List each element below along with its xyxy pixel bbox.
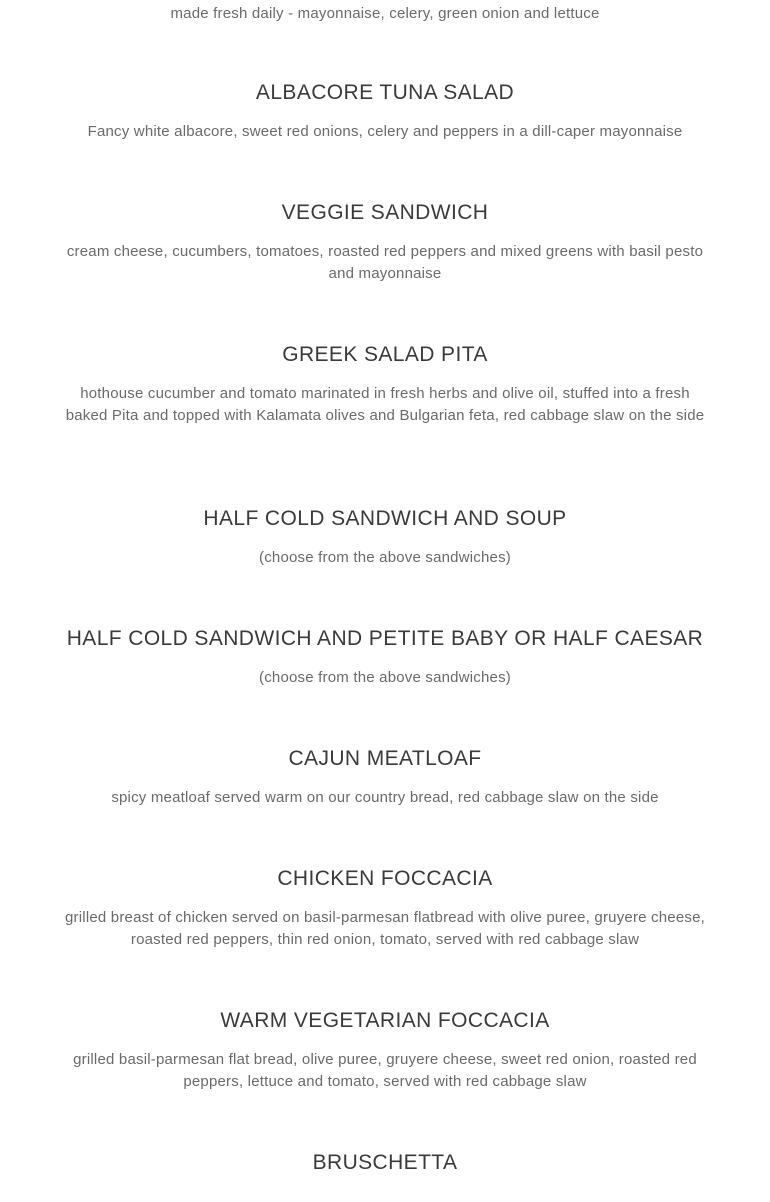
menu-item-description: Fancy white albacore, sweet red onions, celery and peppers in a dill-caper mayonnaise — [87, 123, 683, 140]
menu-item-description: grilled breast of chicken served on basil-parmesan flatbread with olive puree, gruyere cheese, roasted red peppers, thin red onion, tomato, served with red cabbage slaw — [65, 909, 705, 948]
menu-item-description: made fresh daily - mayonnaise, celery, green onion and lettuce — [170, 5, 600, 22]
menu-item-title: WARM VEGETARIAN FOCCACIA — [220, 1009, 550, 1032]
menu-item — [60, 506, 710, 569]
menu-item-description: hothouse cucumber and tomato marinated in fresh herbs and olive oil, stuffed into a fresh baked Pita and topped with Kalamata olives and Bulgarian feta, red cabbage slaw on the side — [65, 385, 705, 424]
menu-item — [60, 1008, 710, 1093]
menu-item — [60, 3, 710, 25]
menu-item-description: spicy meatloaf served warm on our country bread, red cabbage slaw on the side — [111, 789, 659, 806]
menu-item-title: CAJUN MEATLOAF — [288, 747, 482, 770]
menu-item-title: VEGGIE SANDWICH — [281, 201, 489, 224]
menu-item — [60, 342, 710, 427]
menu-item-title: ALBACORE TUNA SALAD — [255, 81, 515, 104]
menu-item — [60, 200, 710, 285]
menu-item — [60, 626, 710, 689]
menu-item-description: grilled basil-parmesan flat bread, olive puree, gruyere cheese, sweet red onion, roasted red peppers, lettuce and tomato, served with red cabbage slaw — [73, 1051, 697, 1090]
menu-item — [60, 80, 710, 143]
menu-item-title: CHICKEN FOCCACIA — [277, 867, 493, 890]
menu-item-title: HALF COLD SANDWICH AND PETITE BABY OR HALF CAESAR — [66, 627, 704, 650]
menu-item-title: BRUSCHETTA — [312, 1151, 458, 1174]
menu-item-description: cream cheese, cucumbers, tomatoes, roasted red peppers and mixed greens with basil pesto and mayonnaise — [66, 243, 704, 282]
menu-item-description: (choose from the above sandwiches) — [259, 549, 511, 566]
menu-item — [60, 866, 710, 951]
menu-item-title: HALF COLD SANDWICH AND SOUP — [203, 507, 567, 530]
menu-item — [60, 746, 710, 809]
menu-item-description: (choose from the above sandwiches) — [259, 669, 511, 686]
menu-item-title: GREEK SALAD PITA — [282, 343, 488, 366]
menu-item — [60, 1150, 710, 1176]
